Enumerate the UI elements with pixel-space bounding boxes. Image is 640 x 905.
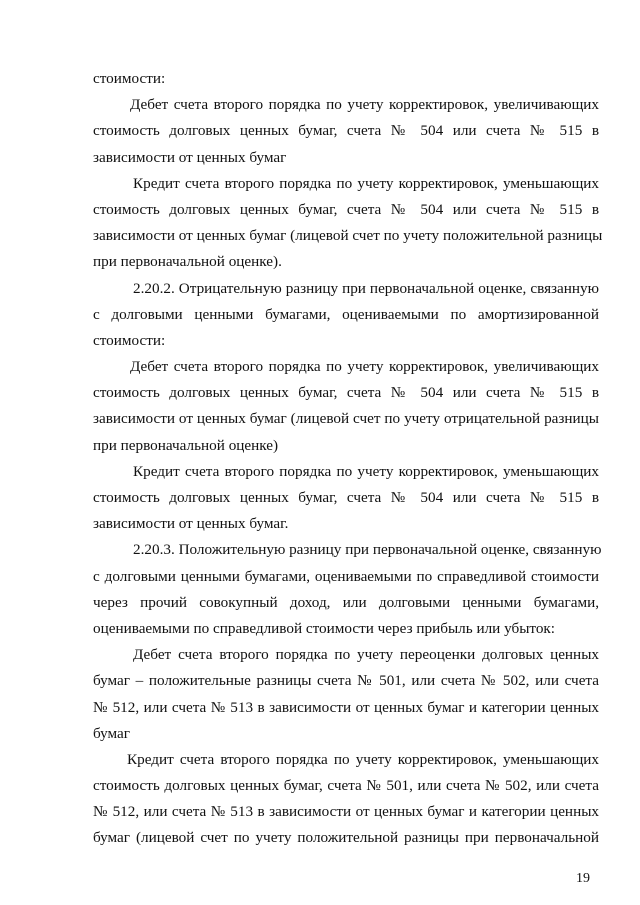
text-line: № 512, или счета № 513 в зависимости от ценных бумаг и категории ценных [93,803,599,821]
text-line: зависимости от ценных бумаг [93,148,287,166]
text-line: Дебет счета второго порядка по учету корректировок, увеличивающих [130,96,599,114]
text-line: через прочий совокупный доход, или долговыми ценными бумагами, [93,593,599,611]
text-line: бумаг [93,724,131,742]
text-line: Кредит счета второго порядка по учету корректировок, уменьшающих [133,462,599,480]
text-line: стоимость долговых ценных бумаг, счета № 504 или счета № 515 в [93,200,599,218]
text-line: при первоначальной оценке). [93,253,282,271]
text-line: с долговыми ценными бумагами, оцениваемыми по справедливой стоимости [93,567,599,585]
text-line: Кредит счета второго порядка по учету корректировок, уменьшающих [133,174,599,192]
text-line: бумаг – положительные разницы счета № 501, или счета № 502, или счета [93,672,599,690]
text-line: Дебет счета второго порядка по учету корректировок, увеличивающих [130,358,599,376]
text-line: бумаг (лицевой счет по учету положительной разницы при первоначальной [93,829,599,847]
text-line: зависимости от ценных бумаг (лицевой счет по учету положительной разницы [93,227,603,245]
page-number: 19 [576,871,590,886]
text-line: 2.20.2. Отрицательную разницу при первоначальной оценке, связанную [133,279,599,297]
text-line: стоимость долговых ценных бумаг, счета № 501, или счета № 502, или счета [93,777,599,795]
text-line: 2.20.3. Положительную разницу при первоначальной оценке, связанную [133,541,602,559]
text-line: Дебет счета второго порядка по учету переоценки долговых ценных [133,646,599,664]
text-line: Кредит счета второго порядка по учету корректировок, уменьшающих [127,750,599,768]
text-line: зависимости от ценных бумаг (лицевой счет по учету отрицательной разницы [93,410,599,428]
text-line: стоимость долговых ценных бумаг, счета № 504 или счета № 515 в [93,384,599,402]
text-line: № 512, или счета № 513 в зависимости от ценных бумаг и категории ценных [93,698,599,716]
text-line: стоимости: [93,331,166,349]
text-line: с долговыми ценными бумагами, оцениваемыми по амортизированной [93,305,599,323]
text-line: зависимости от ценных бумаг. [93,515,289,533]
text-line: оцениваемыми по справедливой стоимости через прибыль или убыток: [93,619,556,637]
text-line: стоимости: [93,70,166,87]
document-body [93,66,603,852]
text-line: стоимость долговых ценных бумаг, счета № 504 или счета № 515 в [93,122,599,140]
text-line: стоимость долговых ценных бумаг, счета № 504 или счета № 515 в [93,489,599,506]
text-line: при первоначальной оценке) [93,436,279,454]
